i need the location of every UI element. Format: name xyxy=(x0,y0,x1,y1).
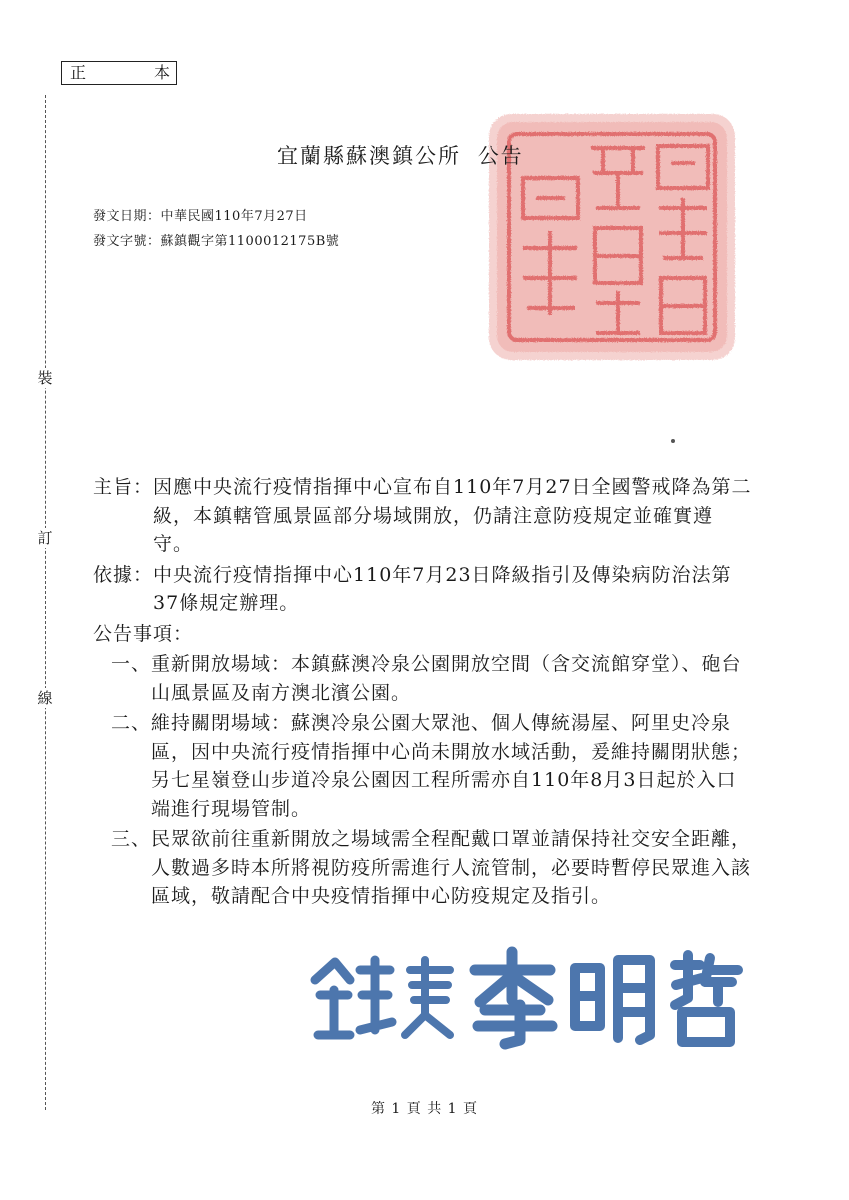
notice-item-text: 民眾欲前往重新開放之場域需全程配戴口罩並請保持社交安全距離，人數過多時本所將視防疫所需進行人流管制，必要時暫停民眾進入該區域，敬請配合中央疫情指揮中心防疫規定及指引。 xyxy=(151,828,752,907)
copy-mark-right: 本 xyxy=(153,63,170,82)
mayor-signature-stamp xyxy=(300,940,750,1050)
issue-date: 發文日期：中華民國110年7月27日 xyxy=(93,209,308,224)
scan-speck xyxy=(671,439,675,443)
notice-item-number: 一、 xyxy=(111,653,152,675)
notice-item-text: 維持關閉場域：蘇澳冷泉公園大眾池、個人傳統湯屋、阿里史冷泉區，因中央流行疫情指揮中心尚未開放水域活動，爰維持關閉狀態；另七星嶺登山步道冷泉公園因工程所需亦自110年8月3日起於入口端進行現場管制。 xyxy=(151,712,752,820)
basis-section xyxy=(93,561,753,618)
notice-item xyxy=(93,825,753,911)
organization-name: 宜蘭縣蘇澳鎮公所 xyxy=(277,144,461,168)
subject-section xyxy=(93,473,753,559)
binding-mark-ding: 訂 xyxy=(34,528,56,548)
binding-mark-xian: 線 xyxy=(34,688,56,708)
notice-item xyxy=(93,709,753,823)
announcement-body xyxy=(93,473,753,911)
page-number: 第 1 頁 共 1 頁 xyxy=(370,1101,479,1117)
document-type: 公告 xyxy=(477,144,524,168)
notice-item-number: 三、 xyxy=(111,828,152,850)
notice-heading: 公告事項： xyxy=(93,622,194,645)
original-copy-mark xyxy=(61,61,177,85)
issuing-organization-title xyxy=(277,140,524,170)
binding-mark-zhuang: 裝 xyxy=(34,368,56,388)
binding-line xyxy=(45,95,46,1110)
notice-item-number: 二、 xyxy=(111,712,152,734)
notice-item xyxy=(93,650,753,707)
subject-label: 主旨： xyxy=(93,476,154,498)
subject-text: 因應中央流行疫情指揮中心宣布自110年7月27日全國警戒降為第二級，本鎮轄管風景區部分場域開放，仍請注意防疫規定並確實遵守。 xyxy=(153,476,752,555)
basis-label: 依據： xyxy=(93,563,154,586)
copy-mark-left: 正 xyxy=(70,63,87,82)
notice-item-text: 重新開放場域：本鎮蘇澳冷泉公園開放空間（含交流館穿堂）、砲台山風景區及南方澳北濱公園。 xyxy=(151,653,742,704)
document-number: 發文字號：蘇鎮觀字第1100012175B號 xyxy=(93,234,340,249)
basis-text: 中央流行疫情指揮中心110年7月23日降級指引及傳染病防治法第37條規定辦理。 xyxy=(153,563,732,614)
